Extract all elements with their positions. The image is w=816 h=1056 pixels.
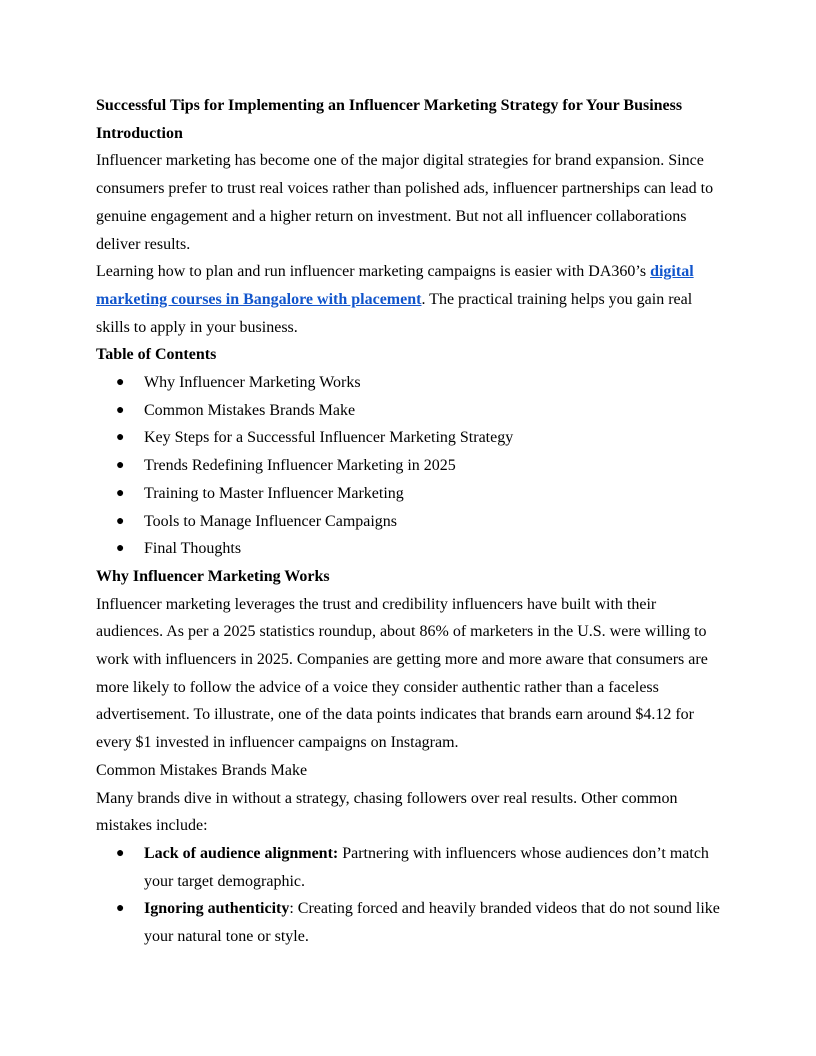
toc-item [96,535,726,563]
toc-list [96,369,726,563]
mistake-text: : Creating forced and heavily branded videos that do not sound like your natural tone or style. [144,900,720,946]
toc-item [96,480,726,508]
toc-item [96,424,726,452]
mistakes-heading: Common Mistakes Brands Make [96,761,308,779]
bullet-icon: ● [116,485,125,501]
bullet-icon: ● [116,541,125,557]
toc-item-label: Final Thoughts [144,540,242,558]
toc-item-label: Tools to Manage Influencer Campaigns [144,512,398,530]
mistake-item [96,895,726,950]
intro-paragraph-2-text-before: Learning how to plan and run influencer marketing campaigns is easier with DA360’s [96,263,651,281]
bullet-icon: ● [116,375,125,391]
toc-item-label: Common Mistakes Brands Make [144,401,356,419]
toc-heading: Table of Contents [96,346,217,364]
course-link[interactable]: digital marketing courses in Bangalore with placement [96,263,694,308]
toc-item-label: Trends Redefining Influencer Marketing in 2025 [144,457,456,475]
toc-item [96,508,726,536]
mistake-text: Partnering with influencers whose audiences don’t match your target demographic. [144,844,709,890]
mistakes-list [96,840,726,951]
bullet-icon: ● [116,845,125,861]
document-page [96,92,726,951]
mistake-item [96,840,726,895]
why-heading: Why Influencer Marketing Works [96,567,330,585]
why-paragraph: Influencer marketing leverages the trust and credibility influencers have built with their audiences. As per a 2025 statistics roundup, about 86% of marketers in the U.S. were willing to work with influencers in 2025. Companies are getting more and more aware that consumers are more likely to follow the advice of a voice they consider authentic rather than a faceless advertisement. To illustrate, one of the data points indicates that brands earn around $4.12 for every $1 invested in influencer campaigns on Instagram. [96,595,708,752]
mistakes-paragraph: Many brands dive in without a strategy, chasing followers over real results. Other common mistakes include: [96,789,678,835]
toc-item [96,397,726,425]
bullet-icon: ● [116,430,125,446]
toc-item [96,452,726,480]
bullet-icon: ● [116,458,125,474]
mistake-term: Ignoring authenticity [144,900,290,918]
intro-paragraph-2-text-after: . The practical training helps you gain real skills to apply in your business. [96,290,693,336]
bullet-icon: ● [116,901,125,917]
bullet-icon: ● [116,513,125,529]
toc-item-label: Why Influencer Marketing Works [144,374,361,392]
intro-paragraph-1: Influencer marketing has become one of the major digital strategies for brand expansion. Since consumers prefer to trust real voices rather than polished ads, influencer partnerships can lead to genuine engagement and a higher return on investment. But not all influencer collaborations deliver results. [96,152,714,253]
toc-item [96,369,726,397]
mistake-term: Lack of audience alignment: [144,844,339,862]
toc-item-label: Training to Master Influencer Marketing [144,484,404,502]
intro-heading: Introduction [96,124,183,142]
bullet-icon: ● [116,402,125,418]
intro-paragraph-2 [96,258,726,341]
document-title: Successful Tips for Implementing an Influencer Marketing Strategy for Your Business [96,97,683,114]
toc-item-label: Key Steps for a Successful Influencer Marketing Strategy [144,429,514,447]
